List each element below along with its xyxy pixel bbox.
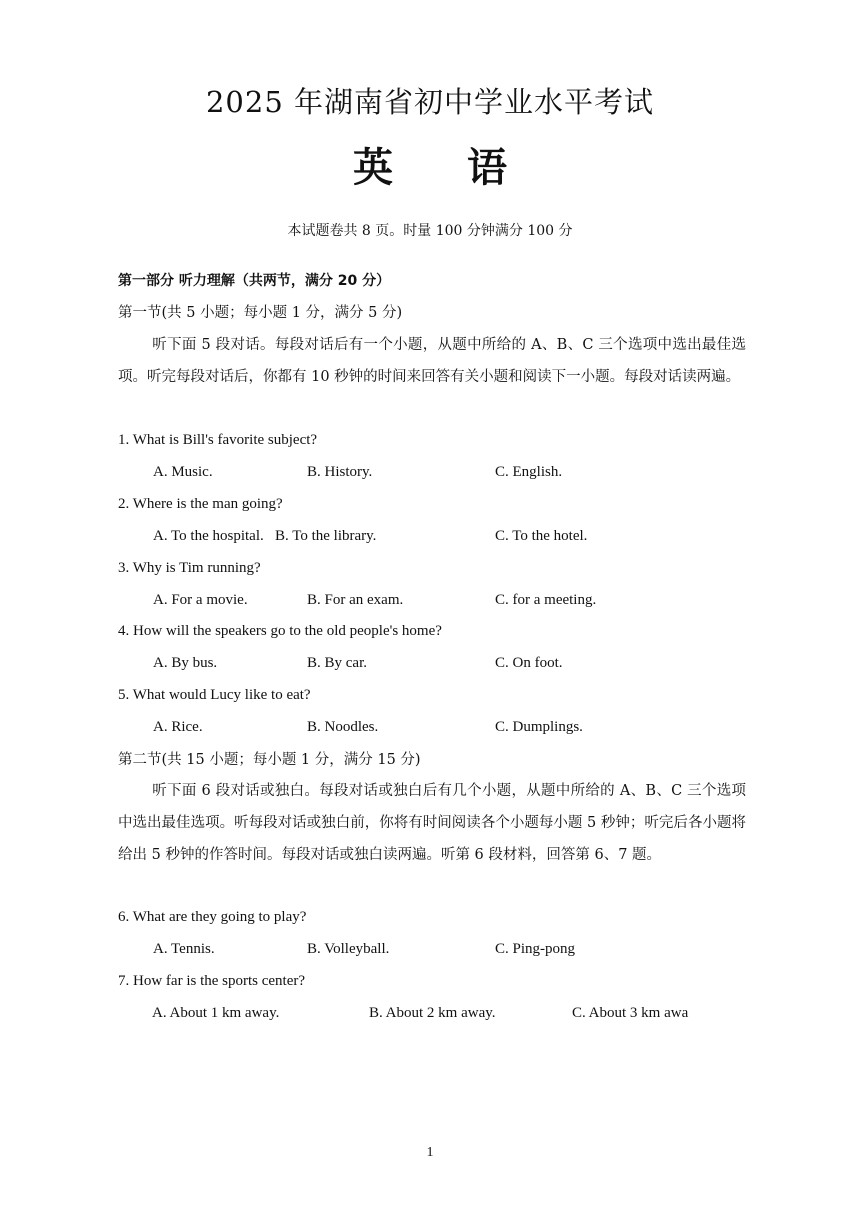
q3-option-a: A. For a movie.	[153, 592, 248, 608]
page-number: 1	[426, 1145, 434, 1160]
q6-option-c: C. Ping-pong	[495, 941, 576, 957]
section1-instructions-text: 听下面 5 段对话。每段对话后有一个小题，从题中所给的 A、B、C 三个选项中选出最佳选项。听完每段对话后，你都有 10 秒钟的时间来回答有关小题和阅读下一小题。每段对话读两遍。	[118, 337, 746, 385]
q1-option-b: B. History.	[307, 464, 373, 480]
section2-instructions	[118, 775, 746, 871]
q3-option-b: B. For an exam.	[307, 592, 404, 608]
q4-option-c: C. On foot.	[495, 655, 563, 671]
q7-option-a: A. About 1 km away.	[152, 1005, 280, 1021]
question-1: 1. What is Bill's favorite subject?	[118, 432, 318, 448]
question-7: 7. How far is the sports center?	[118, 973, 306, 989]
q2-option-c: C. To the hotel.	[495, 528, 588, 544]
q1-option-c: C. English.	[495, 464, 563, 480]
q2-option-a: A. To the hospital.	[153, 528, 264, 544]
subject-title: 英 语	[353, 144, 537, 191]
q3-option-c: C. for a meeting.	[495, 592, 597, 608]
section2-heading: 第二节(共 15 小题；每小题 1 分，满分 15 分)	[118, 752, 421, 768]
section1-instructions	[118, 329, 746, 393]
q6-option-b: B. Volleyball.	[307, 941, 390, 957]
question-5: 5. What would Lucy like to eat?	[118, 687, 311, 703]
q4-option-b: B. By car.	[307, 655, 367, 671]
q1-option-a: A. Music.	[153, 464, 213, 480]
q5-option-b: B. Noodles.	[307, 719, 379, 735]
section1-heading: 第一节(共 5 小题；每小题 1 分，满分 5 分)	[118, 305, 403, 321]
exam-meta: 本试题卷共 8 页。时量 100 分钟满分 100 分	[287, 223, 573, 239]
q5-option-a: A. Rice.	[153, 719, 203, 735]
q7-option-b: B. About 2 km away.	[369, 1005, 496, 1021]
section2-instructions-text: 听下面 6 段对话或独白。每段对话或独白后有几个小题，从题中所给的 A、B、C 三个选项中选出最佳选项。听每段对话或独白前，你将有时间阅读各个小题每小题 5 秒钟；听完后各小题将给出 5 秒钟的作答时间。每段对话或独白读两遍。听第 6 段材料，回答第 6、7 题。	[118, 783, 746, 863]
q6-option-a: A. Tennis.	[153, 941, 215, 957]
q7-option-c: C. About 3 km awa	[572, 1005, 689, 1021]
exam-title: 2025 年湖南省初中学业水平考试	[205, 85, 655, 119]
q2-option-b: B. To the library.	[275, 528, 377, 544]
question-2: 2. Where is the man going?	[118, 496, 283, 512]
question-3: 3. Why is Tim running?	[118, 560, 261, 576]
question-6: 6. What are they going to play?	[118, 909, 307, 925]
part1-heading: 第一部分 听力理解（共两节，满分 20 分）	[118, 273, 391, 289]
q5-option-c: C. Dumplings.	[495, 719, 583, 735]
q4-option-a: A. By bus.	[153, 655, 218, 671]
question-4: 4. How will the speakers go to the old people's home?	[118, 623, 442, 639]
